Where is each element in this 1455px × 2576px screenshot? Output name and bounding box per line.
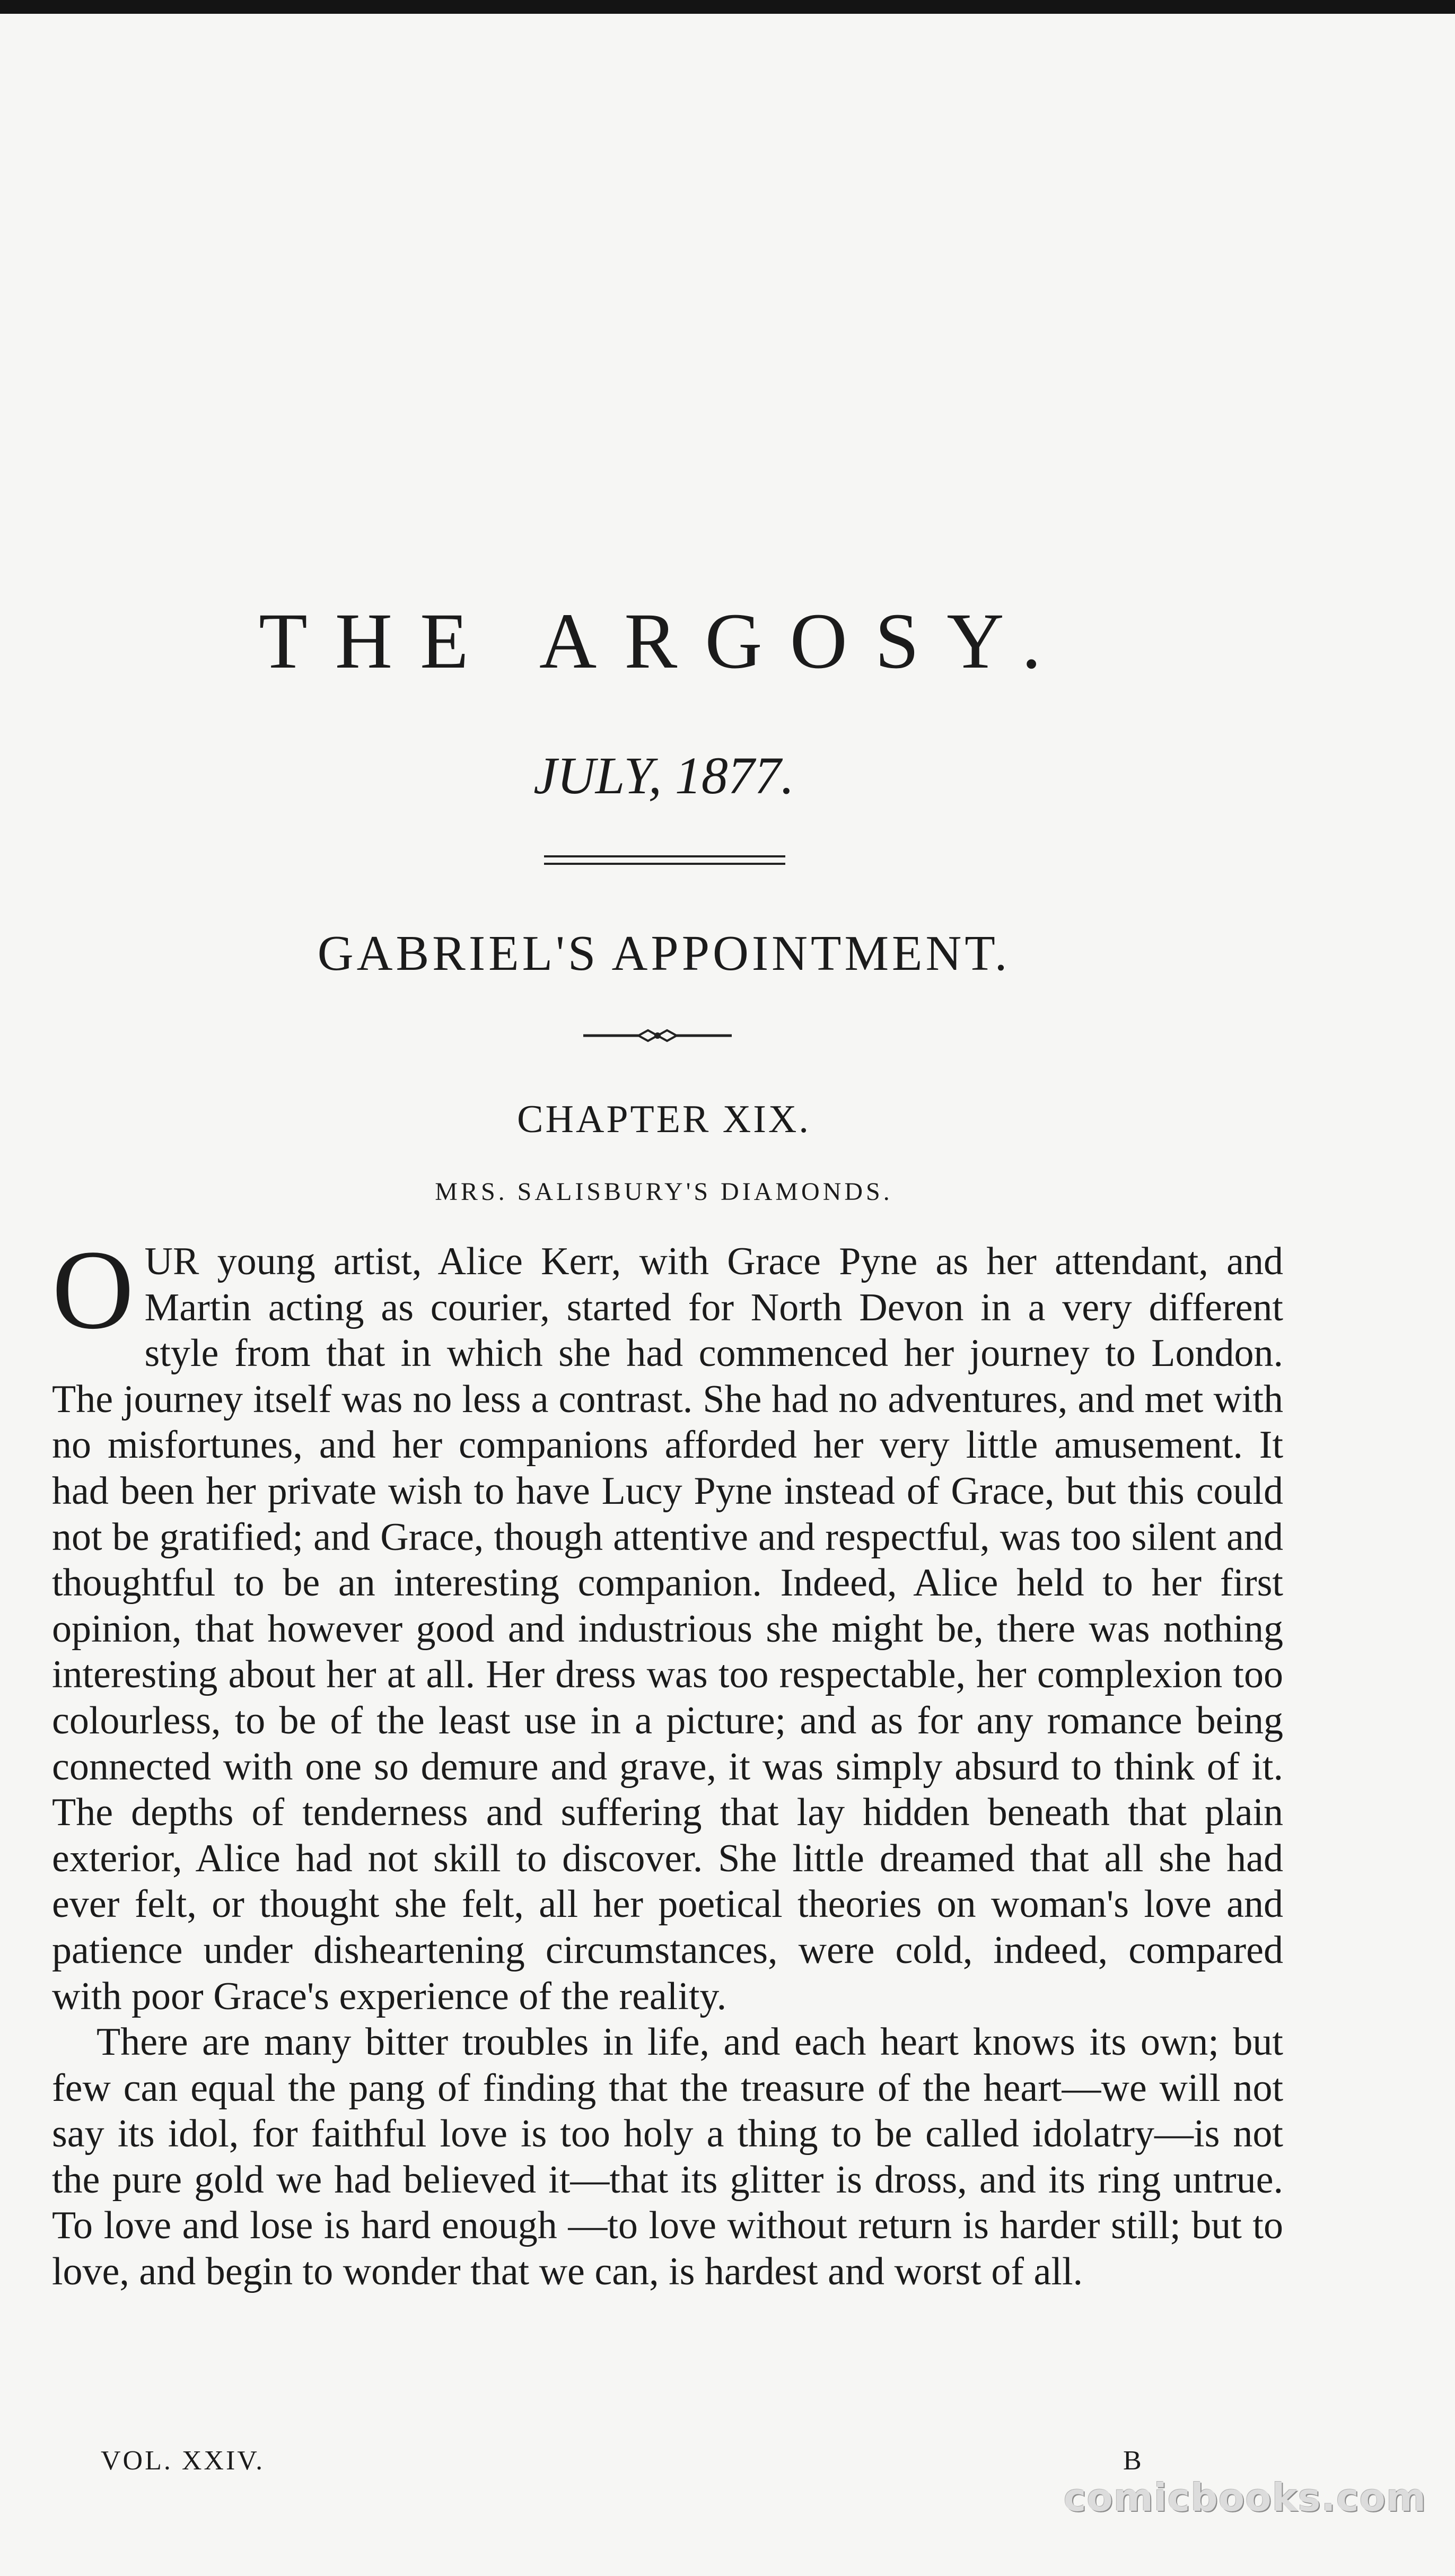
issue-date: JULY, 1877. — [533, 746, 794, 805]
drop-cap: O — [52, 1227, 134, 1353]
volume-footer: VOL. XXIV. — [101, 2446, 265, 2476]
magazine-masthead: THE ARGOSY. — [259, 597, 1069, 685]
chapter-heading: CHAPTER XIX. — [517, 1098, 811, 1141]
double-rule-divider — [544, 855, 785, 865]
paragraph-1 — [52, 1227, 1283, 2019]
magazine-page — [0, 14, 1455, 2576]
scan-top-edge — [0, 0, 1455, 14]
paragraph-2: There are many bitter troubles in life, and each heart knows its own; but few can equal the pang of finding that the treasure of the heart—we will not say its idol, for faithful love is too holy a thing to be called idolatry—is not the pure gold we had believed it—that its glitter is dross, and its ring untrue. To love and lose is hard enough —to love without return is harder still; but to love, and begin to wonder that we can, is hardest and worst of all. — [52, 2020, 1283, 2294]
watermark: comicbooks.com — [1063, 2475, 1426, 2520]
chapter-subtitle: MRS. SALISBURY'S DIAMONDS. — [435, 1178, 893, 1206]
paragraph-1-text: UR young artist, Alice Kerr, with Grace Pyne as her attendant, and Martin acting as courier, started for North Devon in a very different style from that in which she had commenced her journey to London. The journey itself was no less a contrast. She had no adventures, and met with no misfortunes, and her companions afforded her very little amusement. It had been her private wish to have Lucy Pyne instead of Grace, but this could not be gratified; and Grace, though attentive and respectful, was too silent and thoughtful to be an interesting companion. Indeed, Alice held to her first opinion, that however good and industrious she might be, there was nothing interesting about her at all. Her dress was too respectable, her complexion too colourless, to be of the least use in a picture; and as for any romance being connected with one so demure and grave, it was simply absurd to think of it. The depths of tenderness and suffering that lay hidden beneath that plain exterior, Alice had not skill to discover. She little dreamed that all she had ever felt, or thought she felt, all her poetical theories on woman's love and patience under disheartening circumstances, were cold, indeed, compared with poor Grace's experience of the reality. — [52, 1240, 1283, 2018]
story-title: GABRIEL'S APPOINTMENT. — [317, 926, 1011, 981]
article-body — [52, 1227, 1283, 2295]
ornament-divider — [583, 1025, 732, 1046]
signature-mark: B — [1123, 2446, 1142, 2476]
